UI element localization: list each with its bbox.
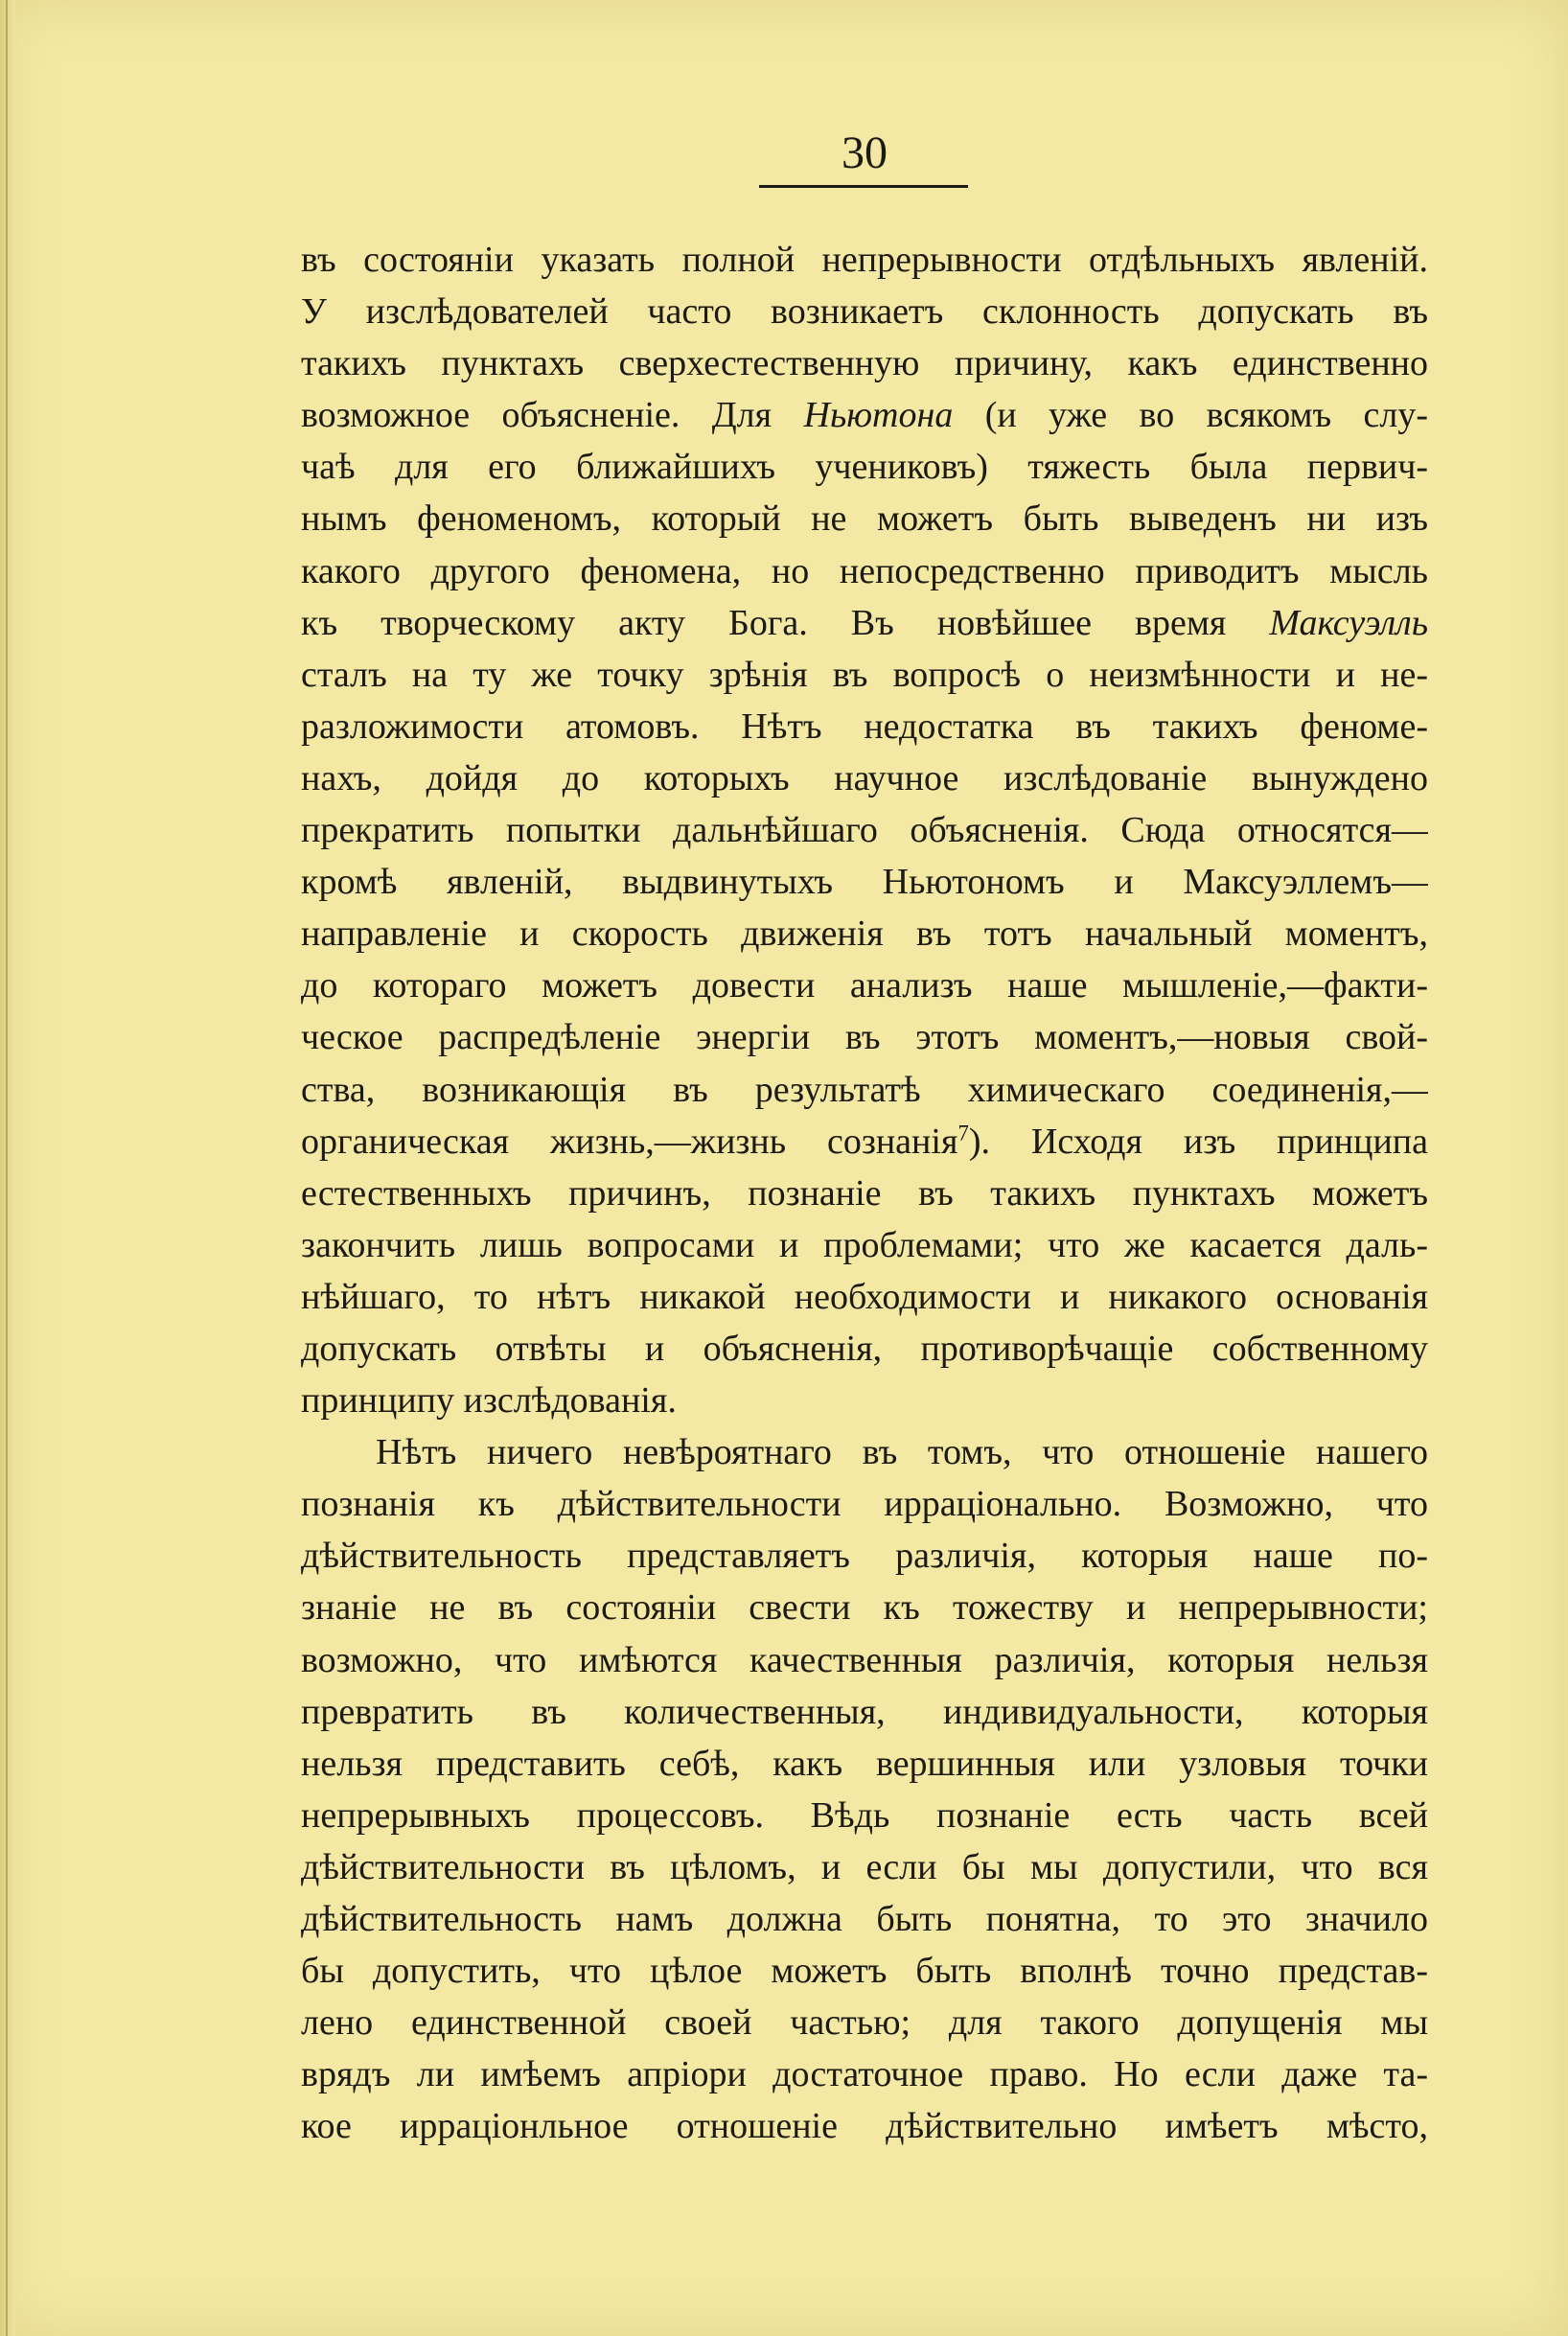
page-binding-edge: [0, 0, 15, 2336]
page-number-rule: [759, 185, 968, 188]
text-line: превратить въ количественныя, индивидуальности, которыя: [301, 1691, 1428, 1732]
text-run: возможное объясненіе. Для: [301, 395, 772, 436]
text-line: какого другого феномена, но непосредственно приводитъ мысль: [301, 550, 1428, 591]
text-line: знаніе не въ состояніи свести къ тожеству и непрерывности;: [301, 1587, 1428, 1629]
footnote-marker: 7: [957, 1120, 969, 1145]
paragraph-2: [301, 1426, 1428, 2152]
text-line: нельзя представить себѣ, какъ вершинныя или узловыя точки: [301, 1743, 1428, 1784]
text-line: дѣйствительности въ цѣломъ, и если бы мы допустили, что вся: [301, 1846, 1428, 1887]
text-line: чаѣ для его ближайшихъ учениковъ) тяжесть была первич-: [301, 447, 1428, 488]
text-line: нымъ феноменомъ, который не можетъ быть выведенъ ни изъ: [301, 498, 1428, 540]
text-line: У изслѣдователей часто возникаетъ склонность допускать въ: [301, 291, 1428, 333]
text-line: прекратить попытки дальнѣйшаго объясненія. Сюда относятся—: [301, 810, 1428, 851]
text-line: естественныхъ причинъ, познаніе въ такихъ пунктахъ можетъ: [301, 1172, 1428, 1214]
text-line: дѣйствительность намъ должна быть понятна, то это значило: [301, 1899, 1428, 1939]
text-line: врядъ ли имѣемъ апріори достаточное право. Но если даже та-: [301, 2054, 1428, 2095]
page-number: 30: [842, 127, 888, 178]
italic-name-maxwell: Максуэлль: [1269, 602, 1428, 643]
text-line: направленіе и скорость движенія въ тотъ начальный моментъ,: [301, 914, 1428, 955]
text-line: возможно, что имѣются качественныя различія, которыя нельзя: [301, 1639, 1428, 1680]
text-run: ). Исходя изъ принципа: [968, 1121, 1428, 1162]
text-line: принципу изслѣдованія.: [301, 1380, 677, 1422]
text-line: [301, 597, 1428, 649]
text-run: органическая жизнь,—жизнь сознанія: [301, 1121, 958, 1162]
body-text: [301, 234, 1428, 2152]
text-line: [301, 389, 1428, 441]
italic-name-newton: Ньютона: [803, 395, 954, 436]
text-line: Нѣтъ ничего невѣроятнаго въ томъ, что отношеніе нашего: [376, 1432, 1428, 1473]
text-line: ства, возникающія въ результатѣ химическаго соединенія,—: [301, 1069, 1428, 1110]
text-line: допускать отвѣты и объясненія, противорѣчащіе собственному: [301, 1328, 1428, 1369]
text-line: нѣйшаго, то нѣтъ никакой необходимости и никакого основанія: [301, 1276, 1428, 1317]
text-line: лено единственной своей частью; для такого допущенія мы: [301, 2002, 1428, 2044]
text-line: до котораго можетъ довести анализъ наше мышленіе,—факти-: [301, 965, 1428, 1006]
paragraph-1: [301, 234, 1428, 1426]
text-line: познанія къ дѣйствительности ирраціонально. Возможно, что: [301, 1484, 1428, 1525]
text-line: кромѣ явленій, выдвинутыхъ Ньютономъ и Максуэллемъ—: [301, 862, 1428, 903]
text-line: непрерывныхъ процессовъ. Вѣдь познаніе есть часть всей: [301, 1794, 1428, 1836]
text-line: бы допустить, что цѣлое можетъ быть вполнѣ точно представ-: [301, 1951, 1428, 1992]
text-line: [301, 1116, 1428, 1168]
text-line: въ состояніи указать полной непрерывности отдѣльныхъ явленій.: [301, 240, 1428, 280]
text-line: нахъ, дойдя до которыхъ научное изслѣдованіе вынуждено: [301, 757, 1428, 798]
text-line: такихъ пунктахъ сверхестественную причину, какъ единственно: [301, 343, 1428, 384]
text-line: сталъ на ту же точку зрѣнія въ вопросѣ о неизмѣнности и не-: [301, 654, 1428, 695]
text-line: дѣйствительность представляетъ различія, которыя наше по-: [301, 1536, 1428, 1577]
text-run: къ творческому акту Бога. Въ новѣйшее время: [301, 602, 1227, 643]
text-line: закончить лишь вопросами и проблемами; что же касается даль-: [301, 1224, 1428, 1265]
text-line: ческое распредѣленіе энергіи въ этотъ моментъ,—новыя свой-: [301, 1017, 1428, 1058]
text-run: (и уже во всякомъ слу-: [984, 395, 1428, 436]
text-line: разложимости атомовъ. Нѣтъ недостатка въ такихъ феноме-: [301, 705, 1428, 747]
text-line: кое ирраціонльное отношеніе дѣйствительно имѣетъ мѣсто,: [301, 2106, 1428, 2147]
